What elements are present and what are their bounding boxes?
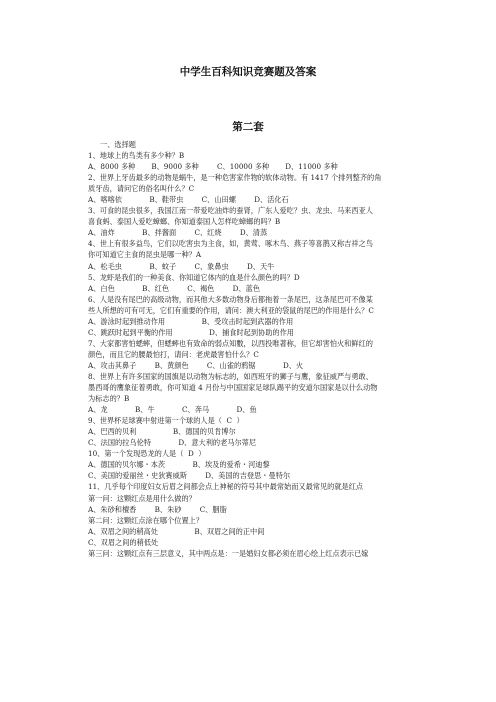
document-title: 中学生百科知识竞赛题及答案 xyxy=(179,66,317,78)
text-line: 8、世界上有许多国家的国旗是以动物为标志的，如西班牙的狮子与鹰，象征威严与勇敢、 xyxy=(88,371,373,381)
text-line: A、巴西的贝利 B、德国的贝肯博尔 xyxy=(88,427,236,437)
text-line: 4、世上有很多益鸟，它们以吃害虫为主食，如，黄莺、啄木鸟、燕子等喜鹊又称吉祥之鸟 xyxy=(88,239,373,249)
text-line: A、攻击其鼻子 B、黄颜色 C、山雀的鸦锯 D、火 xyxy=(88,360,304,370)
text-line: 颜色，而且它的腰最怕打，请问：老虎最害怕什么？C xyxy=(88,349,259,359)
text-line: 9、世界杯足球赛中射进第一个球的人是（ C ） xyxy=(88,416,244,426)
text-line: 第一问：这颗红点是用什么做的？ xyxy=(88,493,196,503)
text-line: A、喀喀依 B、鞋带虫 C、山田螺 D、活化石 xyxy=(88,195,289,205)
text-line: A、游泳时起到推动作用 B、受攻击时起到武器的作用 xyxy=(88,316,294,326)
text-line: 11、几乎每个印度妇女后眉之间都会点上神秘的符号其中最常始而又最常见的就是红点 xyxy=(88,482,364,492)
text-line: 第二问：这颗红点涂在哪个位置上？ xyxy=(88,515,204,525)
text-line: C、双眉之间的稍低处 xyxy=(88,537,159,547)
text-line: 一、选择题 xyxy=(100,140,136,149)
text-line: 10、第一个发现恐龙的人是（ D ） xyxy=(88,449,206,459)
text-line: C、美国的爱丽丝・史狄赛威斯 D、美国的吉登思・曼特尔 xyxy=(88,471,291,481)
text-line: C、跳跃时起到平衡的作用 D、捕食时起到协助的作用 xyxy=(88,327,294,337)
text-line: 6、人是没有尾巴的高级动物，而其他大多数动物身后都拖着一条尾巴，这条尾巴可不像某 xyxy=(88,294,373,304)
text-line: A、油炸 B、拌酱面 C、红烧 D、清蒸 xyxy=(88,228,268,238)
text-line: C、法国的拉乌伦特 D、意大利的老马尔蒂尼 xyxy=(88,438,257,448)
text-line: 1、地球上的鸟类有多少种？B xyxy=(88,151,185,161)
text-line: A、白色 B、红色 C、褐色 D、蓝色 xyxy=(88,283,260,293)
text-line: A、龙 B、牛 C、奔马 D、鱼 xyxy=(88,405,257,415)
text-line: 质牙齿，请问它的俗名叫什么？C xyxy=(88,184,195,194)
text-line: 些人所想的可有可无，它们有重要的作用，请问：澳大利亚的袋鼠的尾巴的作用是什么？C xyxy=(88,305,374,315)
text-line: 5、龙虾是我们的一种美食、你知道它体内的血是什么颜色的吗？D xyxy=(88,272,300,282)
document-subtitle: 第二套 xyxy=(232,121,264,133)
text-line: 为标志的？B xyxy=(88,394,130,404)
text-line: 喜食蚂、泰国人爱吃蟑螂、你知道泰国人怎样吃蟑螂的吗？B xyxy=(88,217,281,227)
text-line: 3、可食的昆虫很多，我国江南一带爱吃油炸的蚕肾，广东人爱吃？虫、龙虫、马来西亚人 xyxy=(88,206,373,216)
text-line: 你可知道它主食的昆虫是哪一种？A xyxy=(88,250,202,260)
text-line: 7、大家都害怕蟋蟀，但蟋蟀也有致命的弱点知數，以西投唯著称，但它却害怕火和鲜红的 xyxy=(88,338,373,348)
text-line: A、松毛虫 B、蚊子 C、象鼻虫 D、天牛 xyxy=(88,261,275,271)
text-line: A、8000 多种 B、9000 多种 C、10000 多种 D、11000 多种 xyxy=(88,162,338,172)
text-line: A、朱砂和檀香 B、朱砂 C、胭脂 xyxy=(88,504,227,514)
text-line: 第三问：这颗红点有三层意义，其中两点是：一是婚妇女都必须在眉心绘上红点表示已嫁 xyxy=(88,548,369,558)
text-line: 2、世界上牙齿最多的动物是蜗牛，是一种危害家作物的软体动物。有 1417 个排列整齐的角 xyxy=(88,173,382,183)
text-line: 墨西哥的鹰象征着勇敢，你可知道 4 月份与中国国家足球队踢平的安道尔国家是以什么动物 xyxy=(88,383,378,393)
text-line: A、双眉之间的稍高处 B、双眉之间的正中间 xyxy=(88,526,265,536)
document-body xyxy=(88,139,433,559)
text-line: A、德国的贝尔娜・本茨 B、埃及的爱希・河迪黎 xyxy=(88,460,270,470)
